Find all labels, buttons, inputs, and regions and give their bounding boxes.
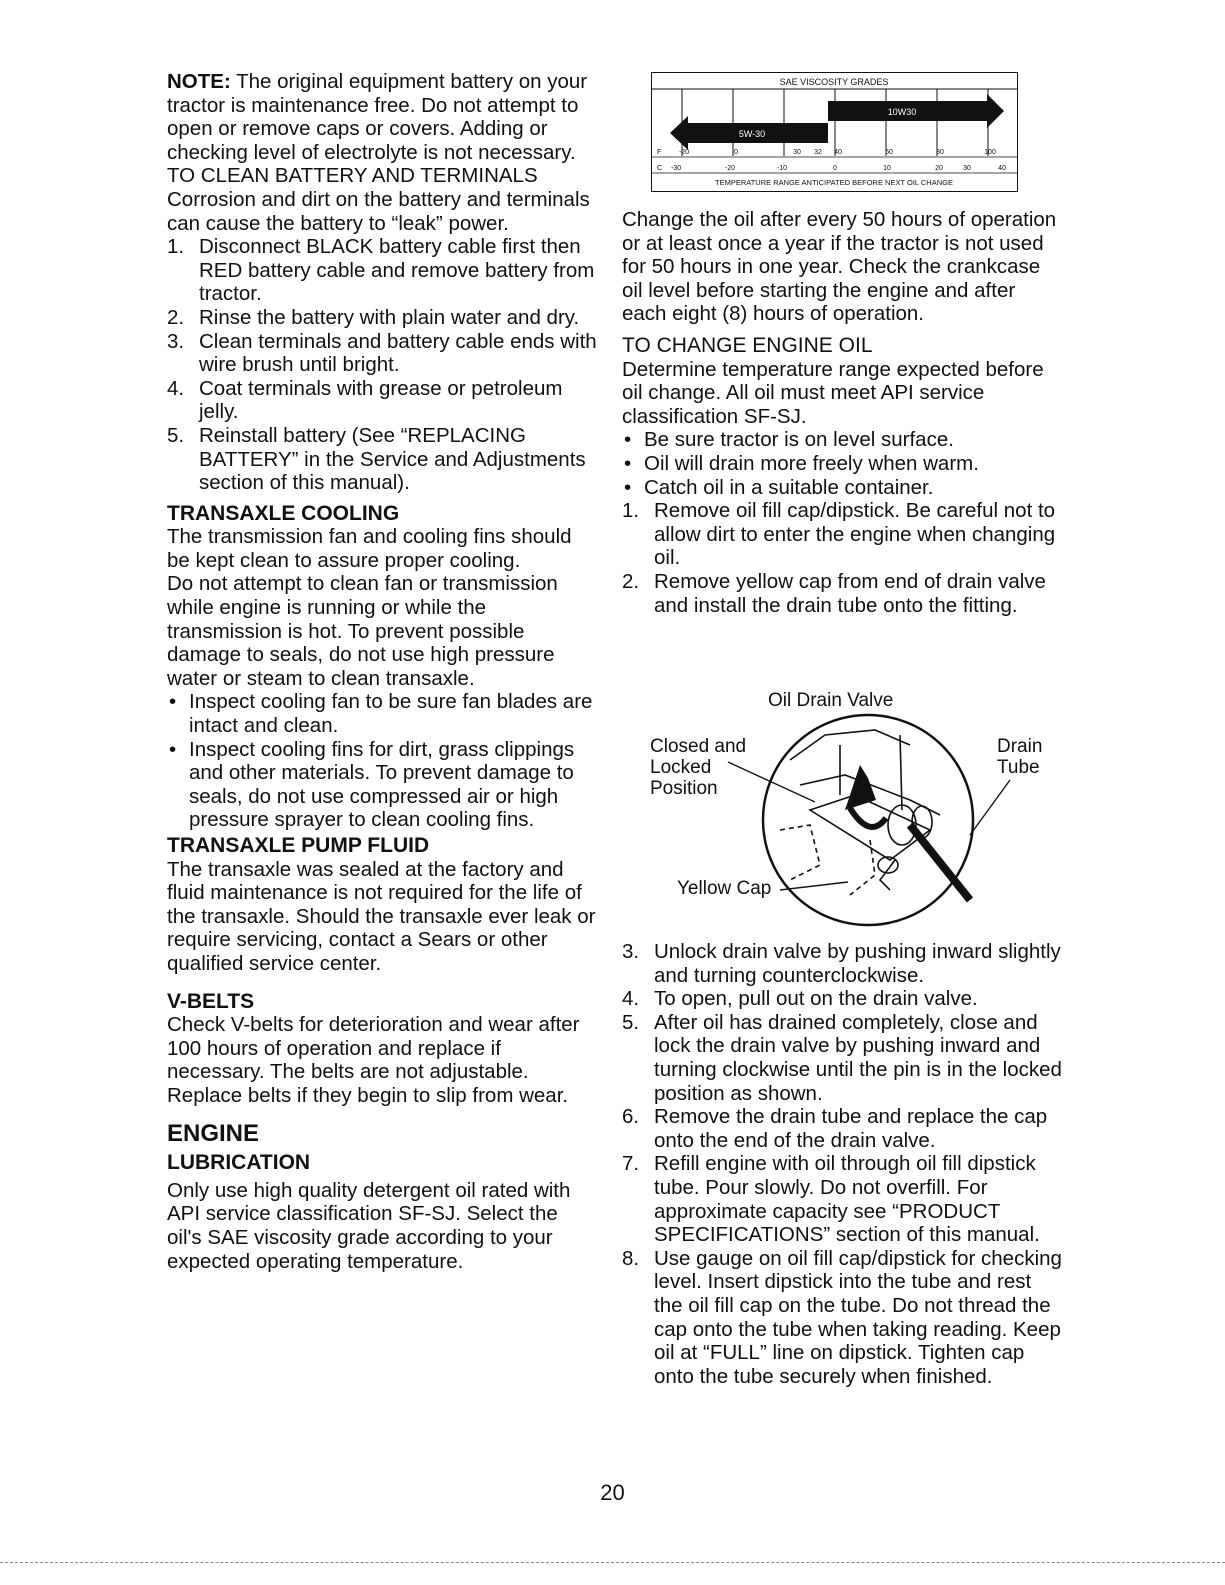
transaxle-cooling-bullets (167, 690, 597, 832)
change-engine-oil-heading: TO CHANGE ENGINE OIL (622, 333, 873, 357)
closed-locked-label: Closed and Locked Position (650, 736, 747, 799)
viscosity-chart-caption: TEMPERATURE RANGE ANTICIPATED BEFORE NEXT OIL CHANGE (715, 178, 953, 187)
f-scale-label: F (657, 149, 662, 156)
change-oil-bullets (622, 428, 1062, 499)
engine-heading: ENGINE (167, 1119, 260, 1147)
clean-battery-steps (167, 235, 597, 495)
viscosity-chart-title: SAE VISCOSITY GRADES (779, 77, 889, 87)
transaxle-cooling-p1: The transmission fan and cooling fins should be kept clean to assure proper cooling. (167, 525, 572, 572)
list-item: • Catch oil in a suitable container. (624, 475, 934, 499)
c-scale-label: C (657, 165, 663, 172)
left-column (167, 70, 597, 1273)
bullet-icon: • (169, 737, 177, 761)
list-item: 1. Remove oil fill cap/dipstick. Be careful not to allow dirt to enter the engine when changing oil. (622, 499, 1056, 570)
list-item: 3. Unlock drain valve by pushing inward slightly and turning counterclockwise. (622, 940, 1061, 987)
drain-valve-illustration (640, 690, 1060, 930)
clean-battery-intro: Corrosion and dirt on the battery and terminals can cause the battery to “leak” power. (167, 187, 590, 235)
page-bottom-rule (0, 1562, 1225, 1563)
list-item: 3. Clean terminals and battery cable ends with wire brush until bright. (167, 329, 597, 377)
lubrication-heading: LUBRICATION (167, 1151, 311, 1175)
c-tick: -30 (670, 165, 682, 172)
figure-title: Oil Drain Valve (768, 690, 894, 711)
f-tick: 0 (734, 149, 738, 156)
transaxle-cooling-heading: TRANSAXLE COOLING (167, 501, 400, 525)
list-item: 5. After oil has drained completely, close and lock the drain valve by pushing inward and turning clockwise until the pin is in the locked position as shown. (622, 1010, 1062, 1105)
transaxle-cooling-p2: Do not attempt to clean fan or transmission while engine is running or while the transmission is hot. To prevent possible damage to seals, do not use high pressure water or steam to clean transaxle. (167, 572, 558, 690)
list-item: • Inspect cooling fins for dirt, grass clippings and other materials. To prevent damage to seals, do not use compressed air or high pressure sprayer to clean cooling fins. (169, 737, 575, 832)
f-tick: 40 (834, 149, 842, 156)
right-column-lower (622, 940, 1062, 1388)
list-item: 2. Remove yellow cap from end of drain valve and install the drain tube onto the fitting. (622, 569, 1046, 617)
note-text: The original equipment battery on your tractor is maintenance free. Do not attempt to open or remove caps or covers. Adding or checking level of electrolyte is not necessary. (167, 70, 588, 164)
c-tick: 0 (833, 165, 837, 172)
list-item: 4. To open, pull out on the drain valve. (622, 987, 978, 1011)
lubrication-text: Only use high quality detergent oil rated with API service classification SF-SJ. Select the oil's SAE viscosity grade according to your expected operating temperature. (167, 1178, 571, 1273)
f-tick: 32 (814, 149, 822, 156)
list-item: 5. Reinstall battery (See “REPLACING BATTERY” in the Service and Adjustments section of this manual). (167, 423, 586, 495)
callout-line (780, 882, 848, 890)
chart-grid (682, 89, 988, 156)
drain-tube (910, 825, 970, 900)
c-tick: -10 (776, 165, 788, 172)
sae-viscosity-chart (651, 72, 1018, 192)
drain-tube-label: Drain Tube (997, 736, 1043, 778)
battery-note (167, 70, 597, 164)
grade-10w30-label: 10W30 (887, 107, 917, 117)
rotate-arrow-icon (850, 808, 886, 827)
f-tick: 80 (936, 149, 944, 156)
c-tick: 20 (935, 165, 943, 172)
f-scale-ticks (679, 149, 996, 156)
bullet-icon: • (624, 475, 632, 499)
detail-circle (763, 715, 973, 925)
note-label: NOTE: (167, 70, 231, 93)
yellow-cap-outline (880, 860, 895, 890)
callout-line (970, 780, 1010, 835)
viscosity-chart-graphic (652, 73, 1017, 191)
c-scale-ticks (671, 165, 1006, 172)
vbelts-text: Check V-belts for deterioration and wear after 100 hours of operation and replace if necessary. The belts are not adjustable. Replace belts if they begin to slip from wear. (167, 1013, 580, 1107)
list-item: • Inspect cooling fan to be sure fan blades are intact and clean. (169, 690, 593, 738)
bullet-icon: • (624, 451, 632, 475)
clean-battery-heading: TO CLEAN BATTERY AND TERMINALS (167, 164, 538, 188)
list-item: • Be sure tractor is on level surface. (624, 428, 954, 452)
change-oil-intro: Determine temperature range expected before oil change. All oil must meet API service classification SF-SJ. (622, 357, 1044, 428)
change-oil-steps-a (622, 499, 1062, 617)
page-number: 20 (600, 1480, 625, 1505)
oil-drain-valve-figure (640, 690, 1060, 930)
list-item: 6. Remove the drain tube and replace the cap onto the end of the drain valve. (622, 1105, 1048, 1152)
callout-line (728, 762, 815, 802)
c-tick: 40 (998, 165, 1006, 172)
c-tick: 10 (883, 165, 891, 172)
list-item: • Oil will drain more freely when warm. (624, 451, 979, 475)
yellow-cap-label: Yellow Cap (677, 878, 772, 899)
f-tick: 100 (984, 149, 996, 156)
list-item: 7. Refill engine with oil through oil fill dipstick tube. Pour slowly. Do not overfill. For approximate capacity see “PRODUCT SPECIFICATIONS” section of this manual. (622, 1152, 1040, 1247)
oil-change-intro: Change the oil after every 50 hours of operation or at least once a year if the tractor is not used for 50 hours in one year. Check the crankcase oil level before starting the engine and after each eight (8) hours of operation. (622, 208, 1057, 326)
grade-5w30-label: 5W-30 (738, 129, 766, 139)
c-tick: 30 (963, 165, 971, 172)
pump-fluid-heading: TRANSAXLE PUMP FLUID (167, 834, 430, 857)
pump-fluid-text: The transaxle was sealed at the factory and fluid maintenance is not required for the life of the transaxle. Should the transaxle ever leak or require servicing, contact a Sears or other qualified service center. (167, 857, 596, 975)
right-column (622, 208, 1062, 617)
vbelts-heading: V-BELTS (167, 989, 255, 1013)
list-item: 8. Use gauge on oil fill cap/dipstick for checking level. Insert dipstick into the tube and rest the oil fill cap on the tube. Do not thread the cap onto the tube when taking reading. Keep oil at “FULL” line on dipstick. Tighten cap onto the tube securely when finished. (622, 1246, 1062, 1388)
list-item: 2. Rinse the battery with plain water and dry. (167, 305, 580, 329)
bullet-icon: • (169, 690, 177, 714)
bullet-icon: • (624, 428, 632, 452)
change-oil-steps-b (622, 940, 1062, 1388)
hidden-edge (780, 825, 820, 880)
c-tick: -20 (724, 165, 736, 172)
valve-drawing (780, 730, 970, 900)
f-tick: -20 (678, 149, 690, 156)
list-item: 1. Disconnect BLACK battery cable first then RED battery cable and remove battery from tractor. (167, 235, 595, 306)
f-tick: 60 (885, 149, 893, 156)
f-tick: 30 (793, 149, 801, 156)
list-item: 4. Coat terminals with grease or petroleum jelly. (167, 376, 563, 424)
